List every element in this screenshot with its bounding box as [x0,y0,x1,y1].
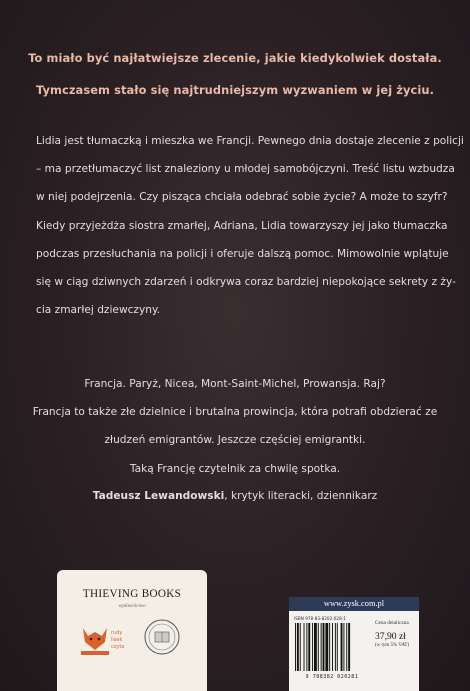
barcode-bar [332,623,333,671]
svg-text:czyta: czyta [111,644,125,650]
publisher-logo-box [57,570,207,691]
barcode-price-box [289,597,419,691]
synopsis-line: się w ciąg dziwnych zdarzeń i odkrywa coraz bardziej niepokojące sekrety z ży- [36,276,456,289]
isbn-text: ISBN 978-83-8202-028-1 [294,616,346,621]
barcode-number: 9 788382 020281 [305,674,359,680]
review-attribution [0,486,470,506]
review-line: Taką Francję czytelnik za chwilę spotka. [129,462,341,475]
review-line: Francja. Paryż, Nicea, Mont-Saint-Michel, Prowansja. Raj? [84,378,386,390]
barcode-icon [294,623,370,671]
synopsis-line: cia zmarłej dziewczyny. [36,304,161,317]
fox-logo-icon [75,620,125,660]
price-vat: (w tym 5% VAT) [375,643,410,648]
tagline-1: To miało być najłatwiejsze zlecenie, jakie kiedykolwiek dostała. [28,51,442,65]
barcode-bar [348,623,350,671]
barcode-bar [306,623,307,671]
price-label: Cena detaliczna [375,620,409,626]
barcode-bar [329,623,330,671]
barcode-bar [300,623,301,671]
publisher-url: www.zysk.com.pl [289,597,419,611]
barcode-bar [314,623,317,671]
barcode-bar [297,623,299,671]
publisher-name: THIEVING BOOKS [82,588,182,600]
barcode-bar [335,623,336,671]
tagline-2: Tymczasem stało się najtrudniejszym wyzwaniem w jej życiu. [35,83,435,97]
synopsis-line: Kiedy przyjeżdża siostra zmarłej, Adriana, Lidia towarzyszy jej jako tłumaczka [36,219,448,232]
svg-text:lisek: lisek [111,637,123,643]
barcode-bar [341,623,343,671]
reviewer-role: , krytyk literacki, dziennikarz [224,490,378,502]
barcode-bar [337,623,338,671]
synopsis-line: w niej podejrzenia. Czy pisząca chciała odebrać sobie życie? A może to szyfr? [36,191,448,204]
barcode-bar [304,623,305,671]
barcode-bar [343,623,344,671]
synopsis-line: Lidia jest tłumaczką i mieszka we Francji. Pewnego dnia dostaje zlecenie z policji [36,135,464,147]
review-line: złudzeń emigrantów. Jeszcze częściej emigrantki. [104,434,366,447]
barcode-bar [321,623,322,671]
barcode-bar [308,623,310,671]
barcode-bar [323,623,325,671]
barcode-bar [346,623,347,671]
barcode-bar [325,623,328,671]
synopsis-paragraph [36,127,464,324]
barcode-bar [312,623,313,671]
rudy-logo-text: rudy [111,630,123,636]
barcode-bar [318,623,319,671]
reviewer-name: Tadeusz Lewandowski [92,490,225,502]
publisher-tagline: wydawnictwo [118,604,146,609]
review-paragraph [0,370,470,483]
review-line: Francja to także złe dzielnice i brutalna prowincja, która potrafi obdzierać ze [32,406,438,419]
synopsis-line: podczas przesłuchania na policji i oferuje dalszą pomoc. Mimowolnie wplątuje [36,247,449,260]
synopsis-line: – ma przetłumaczyć list znaleziony u młodej samobójczyni. Treść listu wzbudza [36,163,455,176]
seal-logo-icon [143,618,181,656]
barcode-bar [295,623,296,671]
price-value: 37,90 zł [375,631,406,642]
